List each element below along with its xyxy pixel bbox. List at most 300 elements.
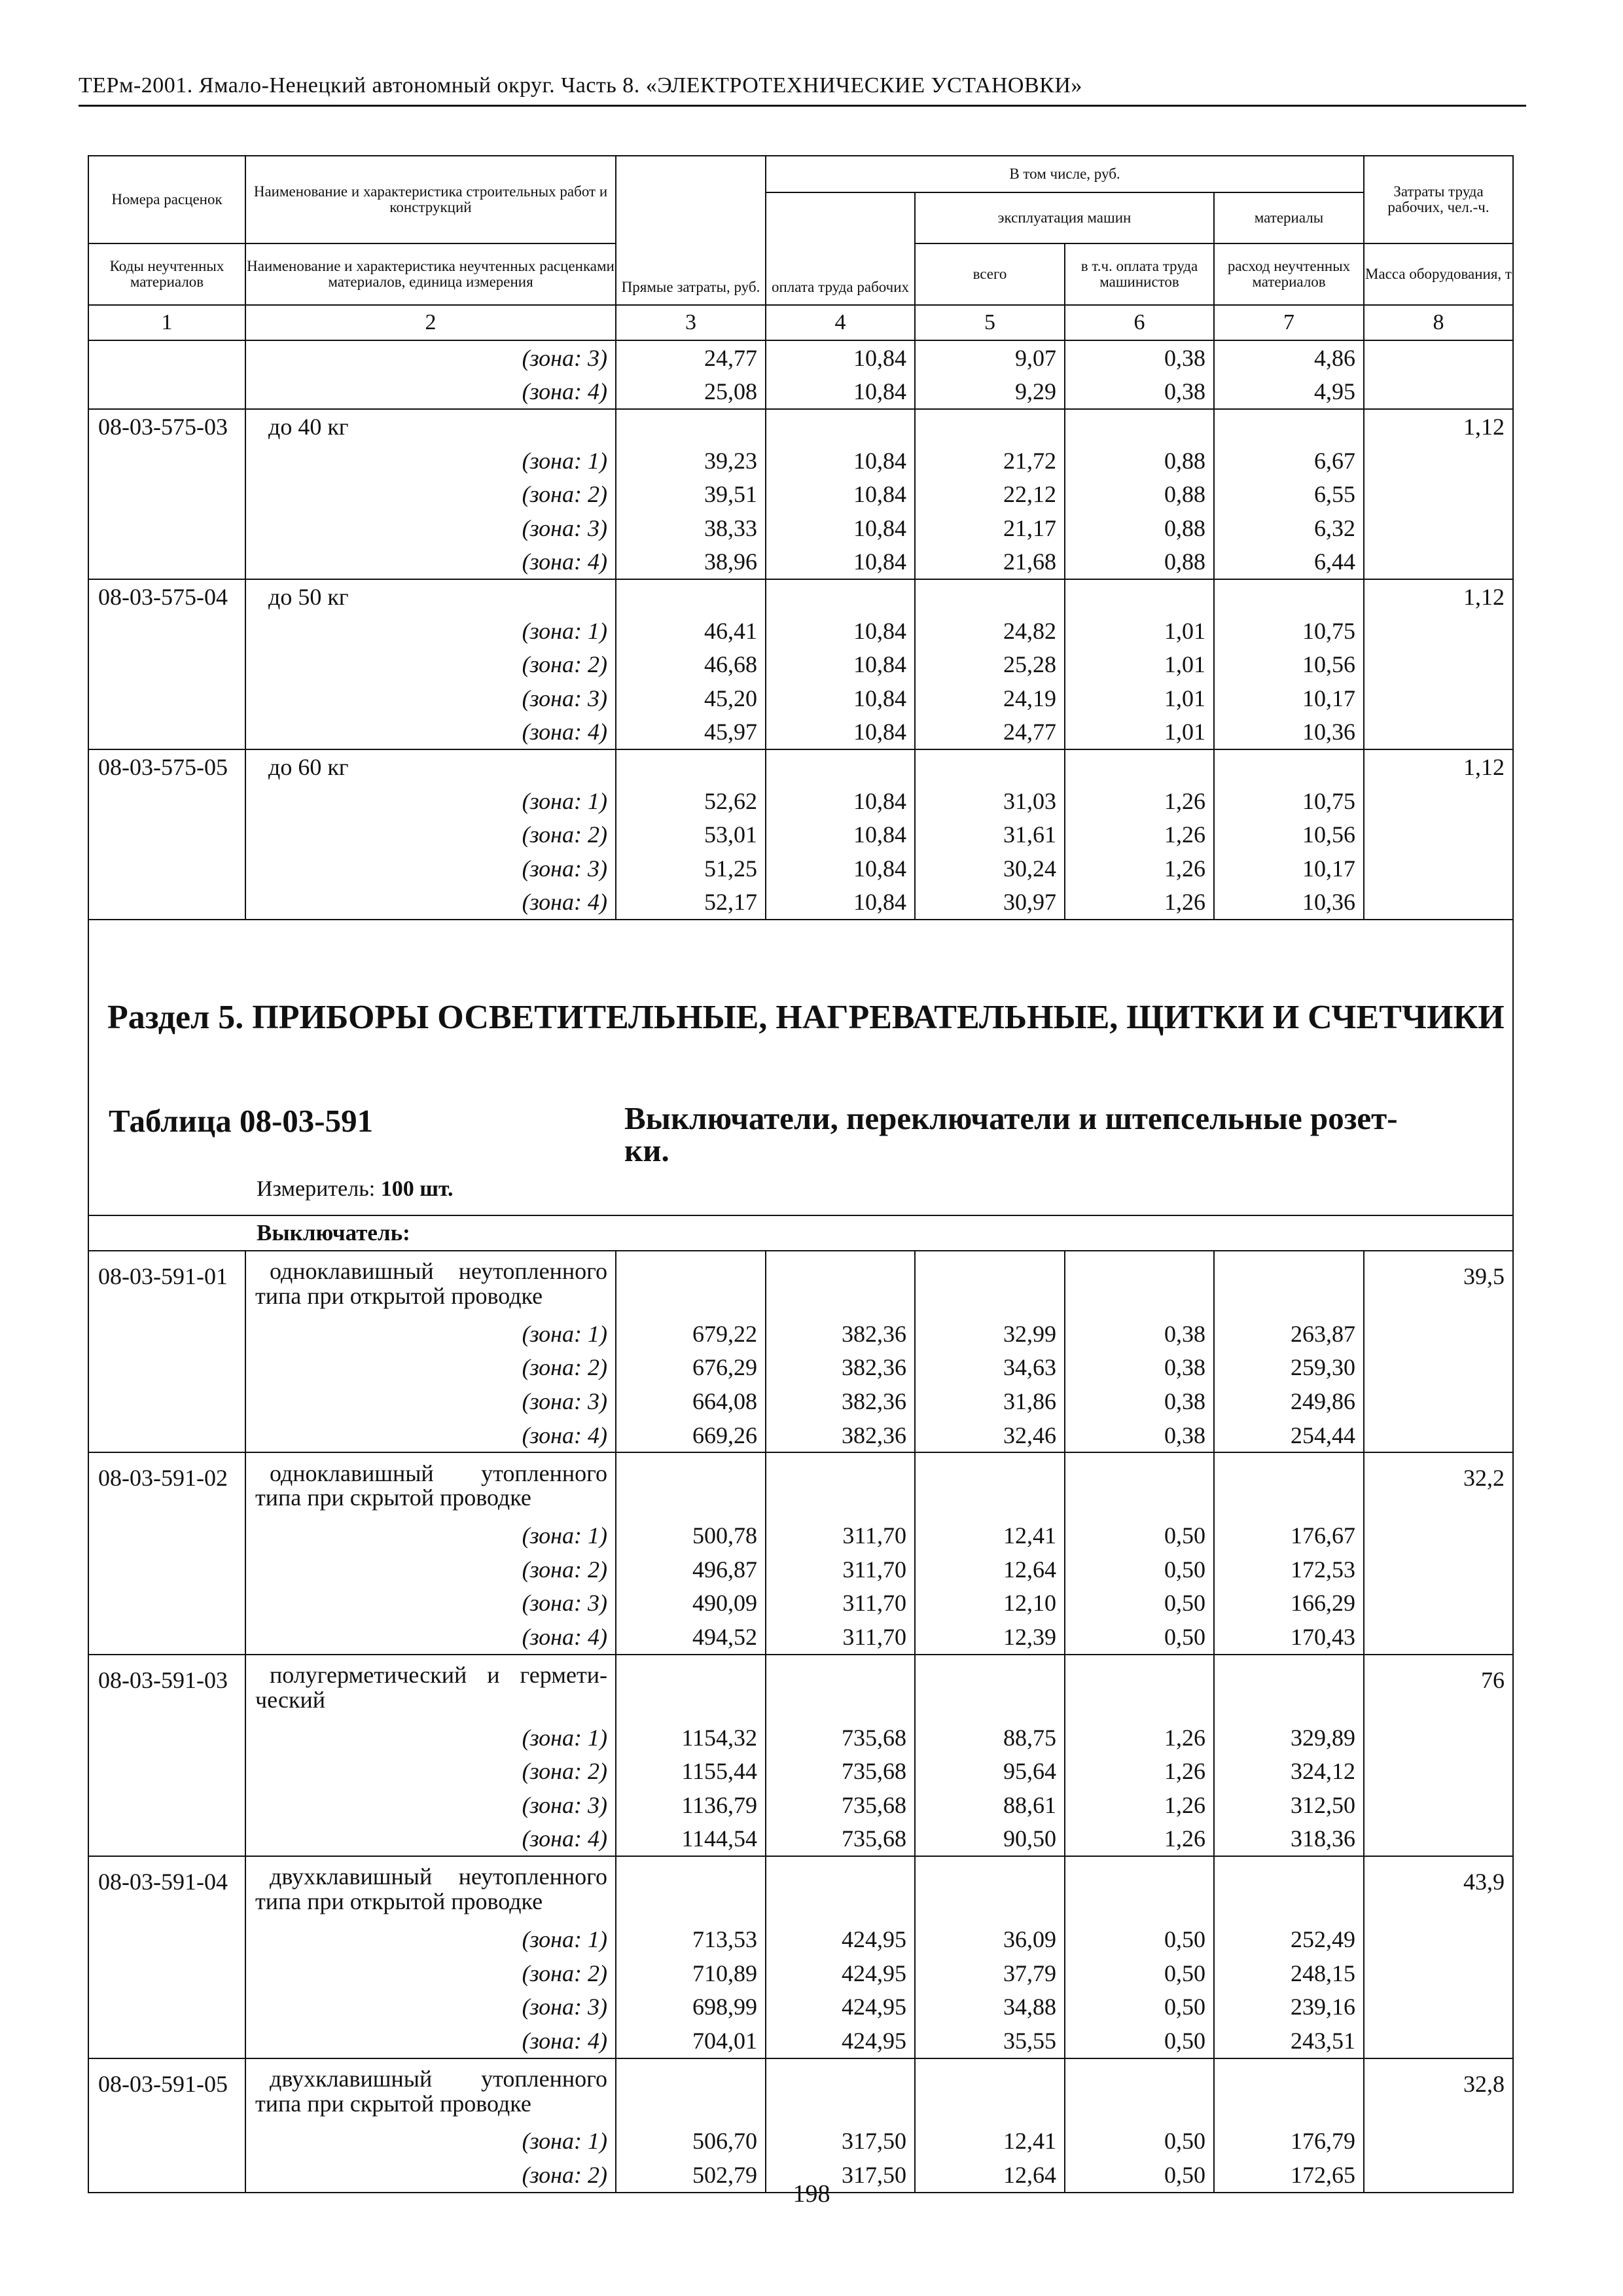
value-cell	[1065, 1251, 1214, 1317]
value-cell: 1,01	[1065, 715, 1214, 750]
value-cell: 424,95	[766, 2024, 915, 2058]
value-cell: 88,75	[915, 1721, 1065, 1755]
zone-label: (зона: 1)	[245, 784, 616, 818]
value-cell: 1144,54	[616, 1822, 766, 1857]
value-cell: 0,88	[1065, 444, 1214, 478]
value-cell: 1155,44	[616, 1754, 766, 1788]
value-cell	[616, 2058, 766, 2125]
value-cell: 669,26	[616, 1418, 766, 1453]
zone-label: (зона: 1)	[245, 1922, 616, 1956]
value-cell: 31,03	[915, 784, 1065, 818]
value-cell	[616, 749, 766, 784]
value-cell: 329,89	[1214, 1721, 1364, 1755]
value-cell	[616, 1856, 766, 1922]
value-cell: 0,50	[1065, 1552, 1214, 1587]
value-cell: 704,01	[616, 2024, 766, 2058]
value-cell	[766, 1251, 915, 1317]
zone-label: (зона: 3)	[245, 681, 616, 715]
zone-label: (зона: 4)	[245, 375, 616, 410]
value-cell: 676,29	[616, 1351, 766, 1385]
value-cell: 12,64	[915, 1552, 1065, 1587]
zone-label: (зона: 4)	[245, 1620, 616, 1655]
value-cell	[1065, 1452, 1214, 1518]
table-row	[88, 545, 1513, 580]
rate-code: 08-03-591-05	[88, 2058, 245, 2125]
rate-code-cell	[88, 375, 245, 410]
labor-cell	[1364, 545, 1513, 580]
value-cell	[766, 1452, 915, 1518]
value-cell: 0,50	[1065, 1518, 1214, 1552]
zone-label: (зона: 1)	[245, 1721, 616, 1755]
value-cell	[766, 1856, 915, 1922]
value-cell: 31,61	[915, 817, 1065, 852]
value-cell: 1154,32	[616, 1721, 766, 1755]
table-row	[88, 1721, 1513, 1755]
value-cell	[915, 1251, 1065, 1317]
value-cell: 0,38	[1065, 340, 1214, 375]
rate-code-cell	[88, 817, 245, 852]
value-cell: 6,32	[1214, 511, 1364, 545]
col-number-1: 1	[88, 305, 245, 340]
value-cell: 10,75	[1214, 784, 1364, 818]
value-cell: 0,50	[1065, 2024, 1214, 2058]
work-name: до 50 кг	[245, 579, 616, 614]
value-cell: 506,70	[616, 2125, 766, 2159]
labor-cell	[1364, 1351, 1513, 1385]
rate-code-cell	[88, 852, 245, 886]
rate-code-cell	[88, 1822, 245, 1857]
section-block	[88, 920, 1513, 1098]
zone-label: (зона: 2)	[245, 1956, 616, 1990]
table-row	[88, 511, 1513, 545]
table-row	[88, 409, 1513, 444]
rates-table	[88, 155, 1514, 2193]
table-row	[88, 1098, 1513, 1215]
rate-code: 08-03-591-02	[88, 1452, 245, 1518]
value-cell: 12,64	[915, 2158, 1065, 2193]
value-cell	[616, 1251, 766, 1317]
value-cell	[915, 1655, 1065, 1721]
value-cell: 52,17	[616, 886, 766, 920]
value-cell: 502,79	[616, 2158, 766, 2193]
table-name	[624, 1100, 1541, 1169]
value-cell: 12,41	[915, 2125, 1065, 2159]
table-row	[88, 1922, 1513, 1956]
labor-cell	[1364, 1317, 1513, 1351]
table-row	[88, 817, 1513, 852]
value-cell	[766, 579, 915, 614]
work-name-line2: типа при открытой проводке	[255, 1283, 543, 1310]
value-cell: 0,50	[1065, 1620, 1214, 1655]
table-row	[88, 1351, 1513, 1385]
value-cell	[766, 2058, 915, 2125]
col-number-2: 2	[245, 305, 616, 340]
work-name	[245, 1452, 616, 1518]
value-cell: 10,84	[766, 784, 915, 818]
value-cell	[1065, 409, 1214, 444]
value-cell: 24,82	[915, 614, 1065, 648]
zone-label: (зона: 3)	[245, 1384, 616, 1418]
table-row	[88, 886, 1513, 920]
rate-code: 08-03-575-03	[88, 409, 245, 444]
rate-code-cell	[88, 444, 245, 478]
table-row	[88, 1990, 1513, 2024]
value-cell: 38,96	[616, 545, 766, 580]
table-row	[88, 1788, 1513, 1822]
labor-cell	[1364, 681, 1513, 715]
rate-code-cell	[88, 715, 245, 750]
value-cell: 243,51	[1214, 2024, 1364, 2058]
value-cell: 10,84	[766, 715, 915, 750]
value-cell: 51,25	[616, 852, 766, 886]
labor-cell	[1364, 715, 1513, 750]
value-cell	[1065, 579, 1214, 614]
value-cell: 735,68	[766, 1788, 915, 1822]
table-row	[88, 784, 1513, 818]
table-row	[88, 1384, 1513, 1418]
table-row	[88, 1856, 1513, 1922]
value-cell: 317,50	[766, 2125, 915, 2159]
zone-label: (зона: 3)	[245, 340, 616, 375]
rate-code-cell	[88, 647, 245, 681]
value-cell: 21,17	[915, 511, 1065, 545]
head-col5: всего	[915, 243, 1065, 305]
zone-label: (зона: 3)	[245, 511, 616, 545]
value-cell: 0,38	[1065, 1384, 1214, 1418]
value-cell: 170,43	[1214, 1620, 1364, 1655]
zone-label: (зона: 3)	[245, 1990, 616, 2024]
value-cell: 10,84	[766, 545, 915, 580]
col-number-6: 6	[1065, 305, 1214, 340]
zone-label: (зона: 4)	[245, 545, 616, 580]
rate-code-cell	[88, 2125, 245, 2159]
value-cell: 259,30	[1214, 1351, 1364, 1385]
value-cell	[1065, 2058, 1214, 2125]
table-row	[88, 1251, 1513, 1317]
value-cell	[1214, 1856, 1364, 1922]
rate-code: 08-03-591-04	[88, 1856, 245, 1922]
table-row	[88, 2024, 1513, 2058]
value-cell: 21,72	[915, 444, 1065, 478]
zone-label: (зона: 3)	[245, 1587, 616, 1621]
table-name-line2: ки.	[624, 1132, 669, 1169]
value-cell: 713,53	[616, 1922, 766, 1956]
value-cell	[915, 1856, 1065, 1922]
value-cell: 0,50	[1065, 2125, 1214, 2159]
value-cell	[766, 1655, 915, 1721]
table-row	[88, 1418, 1513, 1453]
value-cell: 12,41	[915, 1518, 1065, 1552]
running-header: ТЕРм-2001. Ямало-Ненецкий автономный округ. Часть 8. «ЭЛЕКТРОТЕХНИЧЕСКИЕ УСТАНОВКИ»	[79, 73, 1082, 98]
head-col1-top: Номера расценок	[88, 156, 245, 243]
rate-code-cell	[88, 1754, 245, 1788]
rate-code: 08-03-591-01	[88, 1251, 245, 1317]
table-label: Таблица 08-03-591	[109, 1103, 374, 1139]
table-row	[88, 749, 1513, 784]
value-cell: 10,84	[766, 852, 915, 886]
value-cell: 9,07	[915, 340, 1065, 375]
col-number-5: 5	[915, 305, 1065, 340]
value-cell: 1,01	[1065, 647, 1214, 681]
rate-code-cell	[88, 1956, 245, 1990]
table-row	[88, 1317, 1513, 1351]
table-row	[88, 1956, 1513, 1990]
rate-code-cell	[88, 1518, 245, 1552]
value-cell: 38,33	[616, 511, 766, 545]
head-group-total: В том числе, руб.	[766, 156, 1364, 192]
value-cell: 318,36	[1214, 1822, 1364, 1857]
value-cell: 0,50	[1065, 1587, 1214, 1621]
head-col8-top: Затраты труда рабочих, чел.-ч.	[1364, 156, 1513, 243]
value-cell: 176,79	[1214, 2125, 1364, 2159]
table-row	[88, 375, 1513, 410]
work-name-line1: одноклавишный утопленного	[270, 1460, 607, 1486]
value-cell: 24,19	[915, 681, 1065, 715]
table-row	[88, 681, 1513, 715]
value-cell: 10,84	[766, 511, 915, 545]
rate-code-cell	[88, 1990, 245, 2024]
rate-code-cell	[88, 614, 245, 648]
zone-label: (зона: 1)	[245, 444, 616, 478]
table-row	[88, 614, 1513, 648]
table-row	[88, 579, 1513, 614]
value-cell: 311,70	[766, 1518, 915, 1552]
rate-code-cell	[88, 545, 245, 580]
value-cell: 1136,79	[616, 1788, 766, 1822]
labor-cell	[1364, 375, 1513, 410]
value-cell: 239,16	[1214, 1990, 1364, 2024]
labor-cost: 39,5	[1364, 1251, 1513, 1317]
value-cell: 424,95	[766, 1956, 915, 1990]
value-cell: 12,10	[915, 1587, 1065, 1621]
value-cell: 1,01	[1065, 614, 1214, 648]
labor-cell	[1364, 1990, 1513, 2024]
labor-cost: 32,8	[1364, 2058, 1513, 2125]
value-cell: 490,09	[616, 1587, 766, 1621]
head-col6: в т.ч. оплата труда машинистов	[1065, 243, 1214, 305]
head-group-materials: материалы	[1214, 192, 1364, 243]
labor-cell	[1364, 1788, 1513, 1822]
head-col1-bottom: Коды неучтенных материалов	[88, 243, 245, 305]
table-row	[88, 1215, 1513, 1251]
value-cell: 10,56	[1214, 817, 1364, 852]
value-cell: 735,68	[766, 1822, 915, 1857]
labor-cell	[1364, 1721, 1513, 1755]
value-cell: 176,67	[1214, 1518, 1364, 1552]
work-name-line2: типа при скрытой проводке	[255, 2090, 531, 2117]
work-name-line2: ческий	[255, 1686, 325, 1713]
value-cell: 45,20	[616, 681, 766, 715]
value-cell: 0,50	[1065, 1922, 1214, 1956]
value-cell: 0,38	[1065, 375, 1214, 410]
section-title: Раздел 5. ПРИБОРЫ ОСВЕТИТЕЛЬНЫЕ, НАГРЕВАТЕЛЬНЫЕ, ЩИТКИ И СЧЕТЧИКИ	[107, 998, 1505, 1036]
labor-cell	[1364, 1418, 1513, 1453]
labor-cell	[1364, 2125, 1513, 2159]
value-cell: 735,68	[766, 1754, 915, 1788]
unit-line	[257, 1177, 454, 1202]
value-cell	[1214, 749, 1364, 784]
col-number-3: 3	[616, 305, 766, 340]
value-cell: 10,84	[766, 681, 915, 715]
zone-label: (зона: 1)	[245, 1518, 616, 1552]
labor-cost: 1,12	[1364, 409, 1513, 444]
value-cell: 311,70	[766, 1587, 915, 1621]
value-cell: 6,55	[1214, 477, 1364, 511]
value-cell	[915, 579, 1065, 614]
col-number-8: 8	[1364, 305, 1513, 340]
work-name-line2: типа при открытой проводке	[255, 1888, 543, 1915]
value-cell: 35,55	[915, 2024, 1065, 2058]
value-cell	[616, 579, 766, 614]
zone-label: (зона: 2)	[245, 817, 616, 852]
value-cell: 10,84	[766, 375, 915, 410]
value-cell	[1214, 1452, 1364, 1518]
labor-cell	[1364, 1922, 1513, 1956]
labor-cell	[1364, 477, 1513, 511]
value-cell: 1,26	[1065, 784, 1214, 818]
zone-label: (зона: 1)	[245, 1317, 616, 1351]
value-cell: 10,36	[1214, 715, 1364, 750]
value-cell: 382,36	[766, 1418, 915, 1453]
value-cell: 10,17	[1214, 681, 1364, 715]
labor-cost: 43,9	[1364, 1856, 1513, 1922]
value-cell: 30,97	[915, 886, 1065, 920]
labor-cell	[1364, 1822, 1513, 1857]
value-cell: 36,09	[915, 1922, 1065, 1956]
value-cell: 53,01	[616, 817, 766, 852]
value-cell: 254,44	[1214, 1418, 1364, 1453]
labor-cell	[1364, 647, 1513, 681]
table-row	[88, 340, 1513, 375]
work-name-line1: двухклавишный утопленного	[270, 2065, 607, 2092]
value-cell: 324,12	[1214, 1754, 1364, 1788]
value-cell: 4,95	[1214, 375, 1364, 410]
value-cell: 10,84	[766, 647, 915, 681]
value-cell: 679,22	[616, 1317, 766, 1351]
value-cell: 10,84	[766, 340, 915, 375]
value-cell	[616, 409, 766, 444]
work-name	[245, 2058, 616, 2125]
labor-cost: 1,12	[1364, 579, 1513, 614]
value-cell: 496,87	[616, 1552, 766, 1587]
zone-label: (зона: 2)	[245, 647, 616, 681]
table-row	[88, 852, 1513, 886]
labor-cost: 32,2	[1364, 1452, 1513, 1518]
value-cell: 10,36	[1214, 886, 1364, 920]
labor-cell	[1364, 511, 1513, 545]
value-cell: 10,17	[1214, 852, 1364, 886]
value-cell: 32,46	[915, 1418, 1065, 1453]
page-number: 198	[793, 2180, 830, 2208]
subheading: Выключатель:	[88, 1215, 1513, 1251]
value-cell: 311,70	[766, 1552, 915, 1587]
rate-code: 08-03-591-03	[88, 1655, 245, 1721]
table-row	[88, 1587, 1513, 1621]
value-cell: 494,52	[616, 1620, 766, 1655]
value-cell: 1,26	[1065, 886, 1214, 920]
value-cell: 0,38	[1065, 1317, 1214, 1351]
value-cell: 1,01	[1065, 681, 1214, 715]
labor-cell	[1364, 1620, 1513, 1655]
value-cell: 1,26	[1065, 1721, 1214, 1755]
value-cell: 382,36	[766, 1317, 915, 1351]
work-name: до 40 кг	[245, 409, 616, 444]
zone-label: (зона: 3)	[245, 1788, 616, 1822]
value-cell	[616, 1452, 766, 1518]
table-row	[88, 1620, 1513, 1655]
value-cell: 46,68	[616, 647, 766, 681]
value-cell: 25,28	[915, 647, 1065, 681]
head-col4: оплата труда рабочих	[766, 192, 915, 305]
value-cell: 46,41	[616, 614, 766, 648]
work-name	[245, 1856, 616, 1922]
value-cell: 25,08	[616, 375, 766, 410]
labor-cell	[1364, 852, 1513, 886]
rate-code-cell	[88, 511, 245, 545]
table-row	[88, 1822, 1513, 1857]
value-cell: 24,77	[616, 340, 766, 375]
value-cell: 172,65	[1214, 2158, 1364, 2193]
labor-cell	[1364, 1384, 1513, 1418]
value-cell: 382,36	[766, 1384, 915, 1418]
value-cell: 39,51	[616, 477, 766, 511]
rate-code-cell	[88, 1384, 245, 1418]
value-cell	[766, 409, 915, 444]
value-cell: 37,79	[915, 1956, 1065, 1990]
rate-code-cell	[88, 1587, 245, 1621]
value-cell	[1214, 2058, 1364, 2125]
value-cell: 424,95	[766, 1922, 915, 1956]
rate-code-cell	[88, 1922, 245, 1956]
value-cell: 39,23	[616, 444, 766, 478]
table-name-line1: Выключатели, переключатели и штепсельные розет-	[624, 1100, 1398, 1137]
value-cell: 32,99	[915, 1317, 1065, 1351]
table-row	[88, 477, 1513, 511]
value-cell	[1065, 1856, 1214, 1922]
labor-cost: 1,12	[1364, 749, 1513, 784]
value-cell: 1,26	[1065, 1788, 1214, 1822]
value-cell: 90,50	[915, 1822, 1065, 1857]
value-cell: 1,26	[1065, 1754, 1214, 1788]
value-cell: 10,84	[766, 817, 915, 852]
value-cell: 317,50	[766, 2158, 915, 2193]
zone-label: (зона: 4)	[245, 1418, 616, 1453]
value-cell: 252,49	[1214, 1922, 1364, 1956]
value-cell	[1065, 1655, 1214, 1721]
value-cell: 263,87	[1214, 1317, 1364, 1351]
labor-cell	[1364, 614, 1513, 648]
head-group-machines: эксплуатация машин	[915, 192, 1214, 243]
value-cell: 698,99	[616, 1990, 766, 2024]
value-cell: 10,56	[1214, 647, 1364, 681]
rate-code-cell	[88, 784, 245, 818]
value-cell: 0,88	[1065, 511, 1214, 545]
value-cell: 249,86	[1214, 1384, 1364, 1418]
rate-code-cell	[88, 477, 245, 511]
value-cell: 34,63	[915, 1351, 1065, 1385]
labor-cell	[1364, 444, 1513, 478]
value-cell	[915, 2058, 1065, 2125]
value-cell: 424,95	[766, 1990, 915, 2024]
rate-code-cell	[88, 1317, 245, 1351]
value-cell: 1,26	[1065, 1822, 1214, 1857]
value-cell	[915, 749, 1065, 784]
value-cell: 9,29	[915, 375, 1065, 410]
value-cell: 10,84	[766, 477, 915, 511]
labor-cell	[1364, 1754, 1513, 1788]
table-row	[88, 715, 1513, 750]
work-name	[245, 1655, 616, 1721]
